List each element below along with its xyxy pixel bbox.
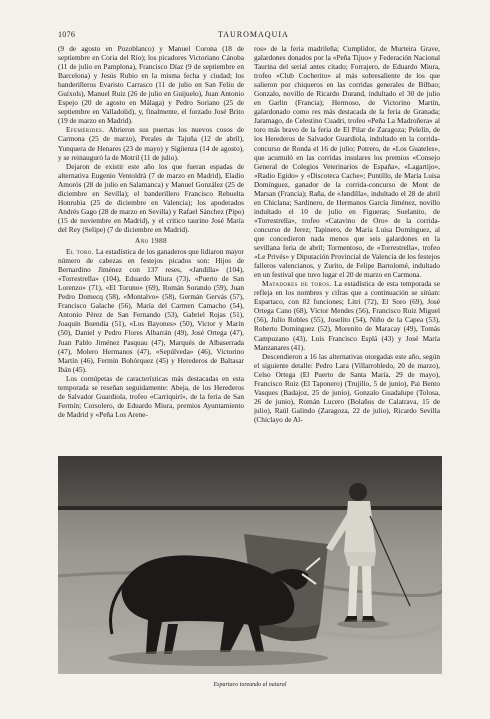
paragraph: Descendieron a 16 las alternativas otorgadas este año, según el siguiente detalle: Pedro Lara (Villarrobledo, 20 de marzo), Celso Ortega (El Puerto de Santa María, 29 de mayo), Francisco Ruiz (El Taponero) (Trujillo, 5 de junio), Pai Bento Vasques (Badajoz, 25 de junio), Gonzalo Guadalupe (Tolosa, 26 de junio), Román Lucero (Bolaños de Calatrava, 15 de julio), Raúl Galindo (Zaragoza, 22 de julio), Ricardo Sevilla (Chiclayo de Al- [254,351,440,424]
paragraph-efemerides [58,125,244,161]
bullfight-photo [58,456,442,674]
paragraph-label: El toro. [66,247,94,257]
page-header [58,30,440,42]
running-title: TAUROMAQUIA [218,30,289,39]
left-column [58,44,244,453]
paragraph-label: Efemérides. [66,125,105,135]
paragraph-text: La estadística de los ganaderos que lidiaron mayor número de cabezas en festejos picados son: Hijos de Bernardino Jiménez con 137 reses, «Jandilla» (104), «Torrestrella» (104), Eduardo Miura (73), «Puerto de San Lorenzo» (71), «El Toruno» (69), Román Sorando (59), Juan Pedro Domecq (58), «Montalvo» (58), Germán Gervás (57), Francisco Galache (56), María del Carmen Camacho (54), Antonio Pérez de San Fernando (53), Gabriel Rojas (51), Joaquín Buendía (51), «Los Bayones» (50), Victor y Marín (50), Daniel y Pedro Flores Albarrán (49), José Ortega (47), Juan Pablo Jiménez Pasquau (47), Marqués de Albaserrada (47), Molero Hermanos (47), «Sepúlveda» (46), Victorino Martín (46), Fermín Bohórquez (45) y Herederos de Baltasar Ibán (45). [58,247,244,374]
paragraph: ros» de la feria madrileña; Cumplidor, de Murteira Grave, galardones donados por la «Peña Tijuo» y Federación Nacional Taurina del serial antes citado; Forrajero, de Eduardo Miura, trofeo «Club Cocherito» al más sobresaliente de los que salieron por chiqueros en las corridas generales de Bilbao; Gonzalo, novillo de Ricardo Durand, indultado el 30 de julio en Garlin (Francia); Hermoso, de Victorino Martín, galardonado como res más destacada de la feria de Granada; Jaramago, de Celestino Cuadri, trofeo «Peña La Madroñera» al toro más bravo de la feria de El Pilar de Zaragoza; Pelelín, de los Herederos de Salvador Guardiola, indultado en la corrida-concurso de Ronda el 16 de julio; Potrero, de «Los Guateles», que acumuló en las corridas insulares los premios «Consejo General de Colegios Veterinarios de España», «Lagartijo», «Radio Egido» y «Discoteca Cache»; Puntillo, de María Luisa Domínguez, ganador de la corrida-concurso de Mont de Marsan (Francia); Raña, de «Jandilla», indultado el 28 de abril en Chiclana; Sardinero, de Hermanos García Jiménez, novillo indultado el 10 de julio en Figueras; Suelanito, de «Torrestrella», trofeo «Catavino de Oro» de la corrida-concurso de Jerez; Tapinero, de María Luisa Domínguez, al que concedieron nada menos que seis galardones en la sevillana feria de abril; Tormentoso, de «Torrestrella», trofeo «Le Privés» y Diputación Provincial de Valencia de los festejos falleros valencianos, y Zurito, de Felipe Bartolomé, indultado en un festival que tuvo lugar el 20 de marzo en Carmona. [254,44,440,280]
paragraph-el-toro [58,247,244,374]
paragraph-text: La estadística de esta temporada se refleja en los nombres y cifras que a continuación se sitúan: Espartaco, con 82 funciones; Litri (72), El Soro (69), José Ortega Cano (68), Víctor Mendes (56), Francisco Ruiz Miguel (56), Julio Robles (55), Joselito (54), Niño de la Capea (53), Roberto Domínguez (52), Moreníto de Maracay (49), Tomás Campuzano (43), Luis Francisco Esplá (43) y José María Manzanares (41). [254,279,440,352]
photo-caption: Espartaco toreando al natural [213,682,287,688]
page-number: 1076 [58,30,76,39]
paragraph-matadores [254,279,440,351]
paragraph: Los cornúpetas de características más destacadas en esta temporada se reseñan seguidamente: Abeja, de los Herederos de Salvador Guardiola, trofeo «Carriquirí», de la feria de San Fermín; Corsolero, de Eduardo Miura, premios Ayuntamiento de Madrid y «Peña Los Arene- [58,373,244,419]
paragraph-text: Abrieron sus puertas los nuevos cosos de Carmona (25 de marzo), Perales de Tajuña (12 de abril), Yunquera de Henares (23 de mayo) y Sigüenza (14 de agosto), y se reinauguró la de Motril (11 de julio). [58,125,244,162]
paragraph: Dejaron de existir este año los que fueran espadas de alternativa Eugenio Ventoldrà (7 de marzo en Madrid), Eladio Amorós (28 de julio en Salamanca) y Manuel González (25 de diciembre en Sevilla); el banderillero Francisco Rebuelta Honrubia (25 de diciembre en Valencia); los apoderados Andrés Gago (28 de marzo en Sevilla) y Rafael Sánchez (Pipo) (15 de noviembre en Madrid), y el crítico taurino José María del Rey (Selipe) (7 de diciembre en Madrid). [58,161,244,234]
paragraph: (9 de agosto en Pozoblanco) y Manuel Corona (18 de septiembre en Coria del Río); los picadores Victoriano Cánoba (11 de julio en Pamplona), Francisco Díaz (9 de septiembre en Barcelona) y Jesús Rubio en la misma fecha y ciudad; los banderilleros Evaristo Carrasco (11 de julio en San Feliu de Guíxols), Manuel Ruiz (26 de julio en Guijuelo), Juan Antonio Espejo (20 de agosto en Málaga) y Pedro Soriano (25 de septiembre en Valladolid), y, finalmente, el forzado José Brito (19 de marzo en Madrid). [58,44,244,126]
right-column [254,44,440,453]
paragraph-label: Matadores de toros. [262,279,332,289]
section-heading: Año 1988 [134,235,168,245]
